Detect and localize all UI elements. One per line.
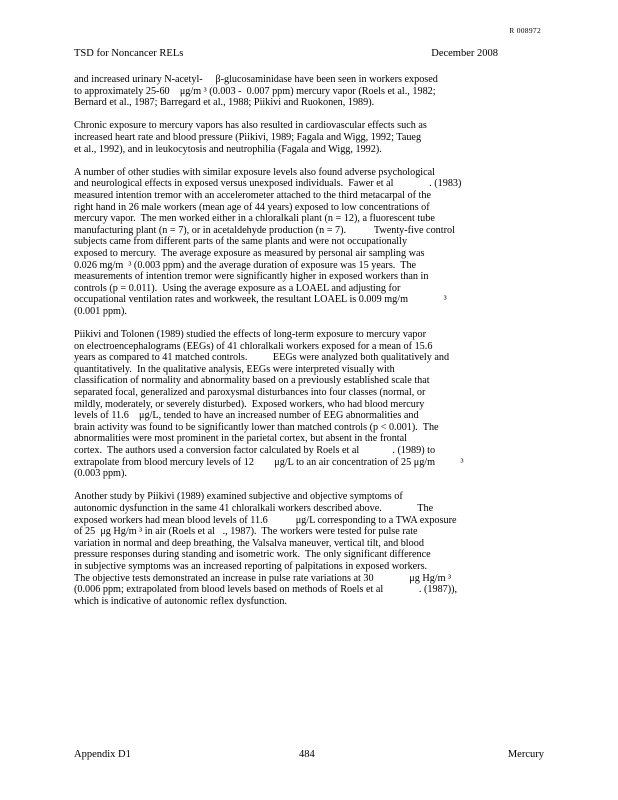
text-line: Bernard et al., 1987; Barregard et al., 1988; Piikivi and Ruokonen, 1989). bbox=[74, 97, 375, 109]
text-line: cortex. The authors used a conversion factor calculated by Roels et al . (1989) to bbox=[74, 445, 436, 456]
running-header bbox=[74, 48, 498, 60]
text-line: in subjective symptoms was an increased reporting of palpitations in exposed workers. bbox=[74, 560, 428, 572]
text-line: increased heart rate and blood pressure (Piikivi, 1989; Fagala and Wigg, 1992; Taueg bbox=[74, 131, 422, 143]
text-line: exposed to mercury. The average exposure as measured by personal air sampling was bbox=[74, 247, 425, 259]
text-line: to approximately 25-60 μg/m ³ (0.003 - 0.007 ppm) mercury vapor (Roels et al., 1982; bbox=[74, 85, 436, 97]
text-line: The objective tests demonstrated an increase in pulse rate variations at 30 μg Hg/m ³ bbox=[74, 572, 452, 584]
paragraph bbox=[74, 74, 536, 109]
text-line: Another study by Piikivi (1989) examined subjective and objective symptoms of bbox=[74, 491, 403, 503]
text-line: (0.003 ppm). bbox=[74, 468, 127, 480]
text-line: mildly, moderately, or severely disturbed). Exposed workers, who had blood mercury bbox=[74, 398, 425, 410]
text-line: measured intention tremor with an accelerometer attached to the third metacarpal of the bbox=[74, 189, 431, 201]
paragraph bbox=[74, 120, 536, 155]
page-number: 484 bbox=[299, 749, 315, 760]
text-line: Chronic exposure to mercury vapors has also resulted in cardiovascular effects such as bbox=[74, 120, 427, 132]
text-line: levels of 11.6 μg/L, tended to have an increased number of EEG abnormalities and bbox=[74, 410, 419, 422]
text-line: variation in normal and deep breathing, the Valsalva maneuver, vertical tilt, and blood bbox=[74, 537, 424, 549]
header-date: December 2008 bbox=[431, 48, 498, 59]
footer-chemical: Mercury bbox=[507, 749, 544, 760]
header-title: TSD for Noncancer RELs bbox=[74, 48, 184, 59]
text-line: (0.001 ppm). bbox=[74, 305, 127, 317]
text-line: of 25 μg Hg/m ³ in air (Roels et al ., 1987). The workers were tested for pulse rate bbox=[74, 526, 418, 538]
text-line: Piikivi and Tolonen (1989) studied the effects of long-term exposure to mercury vapor bbox=[74, 329, 426, 341]
text-line: 0.026 mg/m ³ (0.003 ppm) and the average duration of exposure was 15 years. The bbox=[74, 259, 417, 271]
text-line: quantitatively. In the qualitative analysis, EEGs were interpreted visually with bbox=[74, 363, 395, 375]
text-line: A number of other studies with similar exposure levels also found adverse psychological bbox=[74, 166, 436, 178]
text-line: separated focal, generalized and paroxysmal disturbances into four classes (normal, or bbox=[74, 387, 426, 399]
text-line: extrapolate from blood mercury levels of 12 μg/L to an air concentration of 25 μg/m ³ bbox=[74, 456, 464, 468]
text-line: autonomic dysfunction in the same 41 chloralkali workers described above. The bbox=[74, 502, 434, 514]
text-line: which is indicative of autonomic reflex dysfunction. bbox=[74, 595, 288, 607]
paragraph bbox=[74, 329, 536, 480]
paragraph bbox=[74, 167, 536, 318]
text-line: classification of normality and abnormality based on a previously established scale that bbox=[74, 375, 430, 387]
text-line: controls (p = 0.011). Using the average exposure as a LOAEL and adjusting for bbox=[74, 282, 401, 294]
text-line: occupational ventilation rates and workweek, the resultant LOAEL is 0.009 mg/m ³ bbox=[74, 294, 447, 306]
document-body bbox=[74, 74, 536, 619]
text-line: brain activity was found to be significantly lower than matched controls (p < 0.001). The bbox=[74, 421, 439, 433]
text-line: exposed workers had mean blood levels of 11.6 μg/L corresponding to a TWA exposure bbox=[74, 514, 457, 526]
text-line: (0.006 ppm; extrapolated from blood levels based on methods of Roels et al . (1987)), bbox=[74, 584, 458, 596]
text-line: et al., 1992), and in leukocytosis and neutrophilia (Fagala and Wigg, 1992). bbox=[74, 143, 382, 155]
text-line: subjects came from different parts of the same plants and were not occupationally bbox=[74, 236, 408, 248]
text-line: measurements of intention tremor were significantly higher in exposed workers than in bbox=[74, 271, 429, 283]
document-id: R 008972 bbox=[509, 26, 541, 35]
text-line: manufacturing plant (n = 7), or in acetaldehyde production (n = 7). Twenty-five control bbox=[74, 224, 455, 236]
text-line: right hand in 26 male workers (mean age of 44 years) exposed to low concentrations of bbox=[74, 201, 430, 213]
text-line: pressure responses during standing and isometric work. The only significant difference bbox=[74, 549, 431, 561]
text-line: mercury vapor. The men worked either in a chloralkali plant (n = 12), a fluorescent tube bbox=[74, 213, 435, 225]
paragraph bbox=[74, 491, 536, 607]
text-line: and neurological effects in exposed versus unexposed individuals. Fawer et al . (1983) bbox=[74, 178, 462, 190]
footer-section: Appendix D1 bbox=[74, 749, 131, 760]
text-line: on electroencephalograms (EEGs) of 41 chloralkali workers exposed for a mean of 15.6 bbox=[74, 340, 433, 352]
text-line: abnormalities were most prominent in the parietal cortex, but absent in the frontal bbox=[74, 433, 407, 445]
text-line: years as compared to 41 matched controls. EEGs were analyzed both qualitatively and bbox=[74, 352, 450, 364]
text-line: and increased urinary N-acetyl- β-glucosaminidase have been seen in workers exposed bbox=[74, 74, 438, 85]
